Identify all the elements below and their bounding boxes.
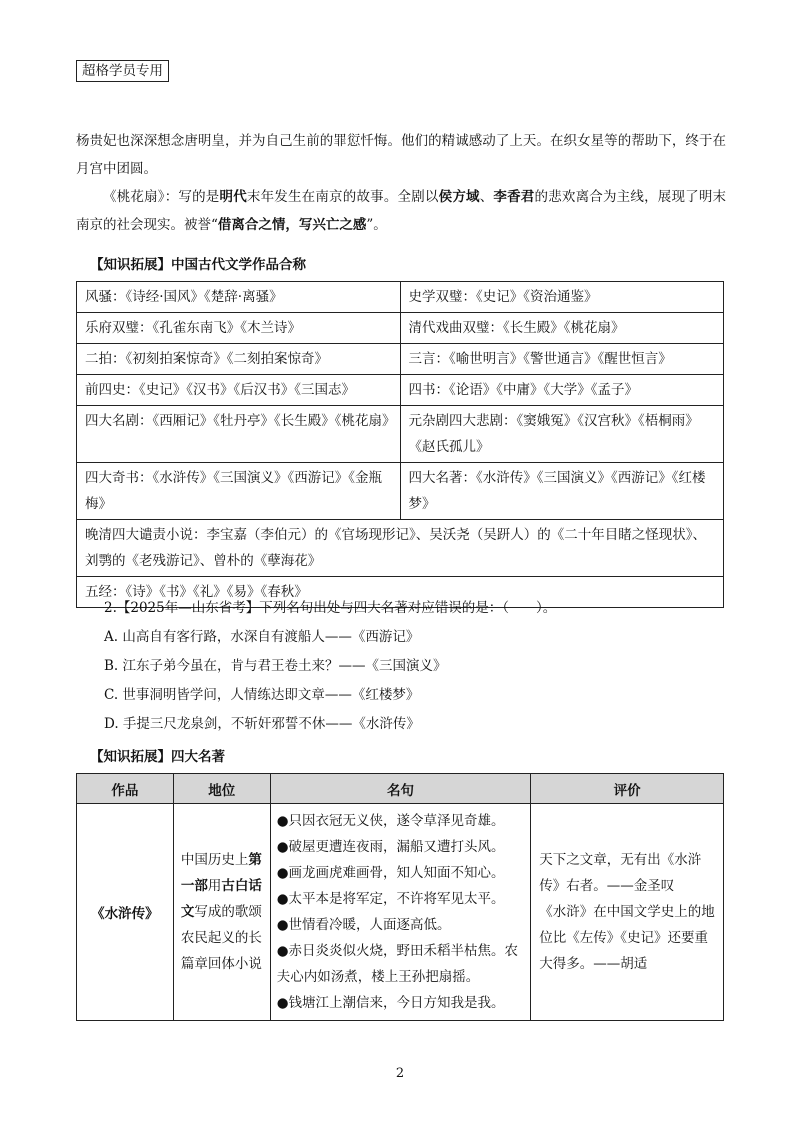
table-cell: 史学双璧：《史记》《资治通鉴》 [400,282,724,313]
work-evaluation [531,804,724,1021]
question-option-a: A. 山高自有客行路，水深自有渡船人——《西游记》 [104,629,420,645]
page-number: 2 [395,1066,405,1081]
quote-item: ●破屋更遭连夜雨，漏船又遭打头风。 [276,839,505,855]
literature-collections-table [76,281,724,608]
evaluation-item: 《水浒》在中国文学史上的地位比《左传》《史记》还要重大得多。——胡适 [539,904,715,972]
work-title: 《水浒传》 [77,804,174,1021]
intro-paragraph: 杨贵妃也深深想念唐明皇，并为自己生前的罪愆忏悔。他们的精诚感动了上天。在织女星等的帮助下，终于在月宫中团圆。 [76,133,726,177]
question-stem: 2.【2025年—山东省考】下列名句出处与四大名著对应错误的是：（ ）。 [104,600,557,616]
header-tag: 超格学员专用 [76,60,169,82]
table-header-row [77,774,724,804]
table-cell: 四大名著：《水浒传》《三国演义》《西游记》《红楼梦》 [400,463,724,520]
column-header-status: 地位 [173,774,270,804]
table-cell-wide: 晚清四大谴责小说：李宝嘉（李伯元）的《官场现形记》、吴沃尧（吴趼人）的《二十年目睹之怪现状》、刘鹗的《老残游记》、曾朴的《孽海花》 [77,520,724,577]
quote-item: ●画龙画虎难画骨，知人知面不知心。 [276,865,505,881]
quote-item: ●赤日炎炎似火烧，野田禾稻半枯焦。农夫心内如汤煮，楼上王孙把扇摇。 [276,943,518,985]
table-cell: 四书：《论语》《中庸》《大学》《孟子》 [400,375,724,406]
column-header-work: 作品 [77,774,174,804]
question-option-c: C. 世事洞明皆学问，人情练达即文章——《红楼梦》 [104,687,420,703]
four-classics-table [76,773,724,1021]
table-cell-wide: 五经：《诗》《书》《礼》《易》《春秋》 [77,577,724,608]
table-row [77,375,724,406]
taohua-paragraph: 《桃花扇》：写的是明代末年发生在南京的故事。全剧以侯方域、李香君的悲欢离合为主线，展现了明末南京的社会现实。被誉“借离合之情，写兴亡之感”。 [76,189,727,233]
table-row [77,463,724,520]
knowledge-extension-title: 【知识拓展】中国古代文学作品合称 [90,257,306,273]
table-cell: 前四史：《史记》《汉书》《后汉书》《三国志》 [77,375,401,406]
table-row [77,344,724,375]
table-row [77,804,724,1021]
quote-item: ●只因衣冠无义侠，遂令草泽见奇雄。 [276,813,505,829]
table-cell: 乐府双璧：《孔雀东南飞》《木兰诗》 [77,313,401,344]
table-cell: 风骚：《诗经·国风》《楚辞·离骚》 [77,282,401,313]
evaluation-item: 天下之文章，无有出《水浒传》右者。——金圣叹 [539,852,702,894]
table-cell: 清代戏曲双璧：《长生殿》《桃花扇》 [400,313,724,344]
table-cell: 三言：《喻世明言》《警世通言》《醒世恒言》 [400,344,724,375]
table-row [77,520,724,577]
famous-quotes [270,804,531,1021]
question-option-d: D. 手提三尺龙泉剑，不斩奸邪誓不休——《水浒传》 [104,716,420,732]
column-header-quotes: 名句 [270,774,531,804]
column-header-evaluation: 评价 [531,774,724,804]
quote-item: ●世情看冷暖，人面逐高低。 [276,917,451,933]
table-row [77,406,724,463]
work-status: 中国历史上第一部用古白话文写成的歌颂农民起义的长篇章回体小说 [173,804,270,1021]
quote-item: ●太平本是将军定，不许将军见太平。 [276,891,505,907]
table-cell: 四大奇书：《水浒传》《三国演义》《西游记》《金瓶梅》 [77,463,401,520]
question-option-b: B. 江东子弟今虽在，肯与君王卷土来？——《三国演义》 [104,658,447,674]
four-classics-title: 【知识拓展】四大名著 [90,749,225,765]
table-row [77,313,724,344]
table-cell: 二拍：《初刻拍案惊奇》《二刻拍案惊奇》 [77,344,401,375]
table-row [77,282,724,313]
table-cell: 元杂剧四大悲剧：《窦娥冤》《汉宫秋》《梧桐雨》《赵氏孤儿》 [400,406,724,463]
quote-item: ●钱塘江上潮信来，今日方知我是我。 [276,995,505,1011]
table-cell: 四大名剧：《西厢记》《牡丹亭》《长生殿》《桃花扇》 [77,406,401,463]
